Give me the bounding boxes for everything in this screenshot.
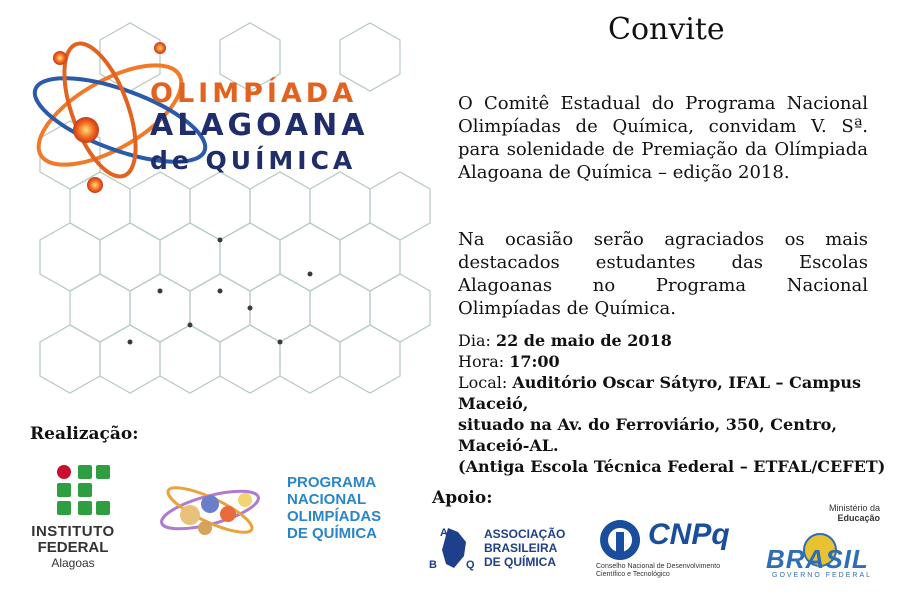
ministerio-line1: Ministério da	[828, 503, 880, 513]
if-line3: Alagoas	[51, 556, 95, 570]
cnpq-sub-line1: Conselho Nacional de Desenvolvimento	[596, 563, 721, 570]
invitation-paragraph-2: Na ocasião serão agraciados os mais destacados estudantes das Escolas Alagoanas no Programa Nacional Olimpíadas de Química.	[458, 229, 868, 319]
event-details	[458, 330, 899, 477]
date-line	[458, 330, 899, 351]
date-label: Dia:	[458, 331, 496, 350]
time-value: 17:00	[509, 352, 560, 371]
location-value: Auditório Oscar Sátyro, IFAL – Campus Maceió,	[458, 373, 861, 413]
abq-letter-q: Q	[466, 559, 475, 571]
date-value: 22 de maio de 2018	[495, 331, 672, 350]
location-address: situado na Av. do Ferroviário, 350, Centro, Maceió-AL.	[458, 415, 837, 455]
brasil-text: BRASIL	[766, 544, 869, 574]
location-line	[458, 372, 899, 414]
cnpq-emblem-icon	[596, 518, 644, 562]
abq-line1: ASSOCIAÇÃO	[484, 527, 566, 541]
realizacao-label: Realização:	[30, 424, 139, 444]
location-label: Local:	[458, 373, 513, 392]
time-line	[458, 351, 899, 372]
pnq-text	[287, 474, 381, 542]
pnq-line3: OLIMPÍADAS	[287, 508, 382, 525]
instituto-federal-icon	[42, 462, 142, 522]
apoio-label: Apoio:	[432, 488, 493, 508]
cnpq-subtitle	[596, 563, 720, 579]
abq-logo-icon	[428, 522, 480, 574]
event-title-line3: de QUÍMICA	[150, 146, 357, 175]
if-line2: FEDERAL	[37, 539, 109, 556]
pnq-line2: NACIONAL	[287, 491, 367, 508]
ministerio-text	[814, 503, 880, 523]
location-line-3	[458, 456, 899, 477]
location-note: (Antiga Escola Técnica Federal – ETFAL/CEFET)	[458, 457, 886, 476]
governo-federal-text: GOVERNO FEDERAL	[772, 572, 873, 579]
ministerio-line2: Educação	[837, 513, 880, 523]
pnq-molecule-icon	[150, 470, 280, 550]
abq-line2: BRASILEIRA	[484, 541, 558, 555]
abq-line3: DE QUÍMICA	[484, 555, 556, 569]
abq-text	[484, 527, 565, 569]
time-label: Hora:	[458, 352, 510, 371]
abq-letter-a: A	[440, 527, 448, 539]
molecule-illustration	[0, 0, 440, 430]
location-line-2	[458, 414, 899, 456]
if-line1: INSTITUTO	[31, 523, 115, 540]
pnq-line1: PROGRAMA	[287, 474, 377, 491]
event-title-line2: ALAGOANA	[150, 108, 369, 143]
cnpq-sub-line2: Científico e Tecnológico	[596, 571, 670, 578]
event-title-line1: OLIMPÍADA	[150, 78, 358, 109]
invitation-title: Convite	[608, 12, 725, 47]
invitation-paragraph-1: O Comitê Estadual do Programa Nacional Olimpíadas de Química, convidam V. Sª. para solenidade de Premiação da Olímpiada Alagoana de Química – edição 2018.	[458, 93, 868, 183]
instituto-federal-text	[18, 524, 128, 570]
cnpq-logo-text: CNPq	[648, 518, 730, 551]
pnq-line4: DE QUÍMICA	[287, 525, 377, 542]
abq-letter-b: B	[429, 559, 437, 571]
